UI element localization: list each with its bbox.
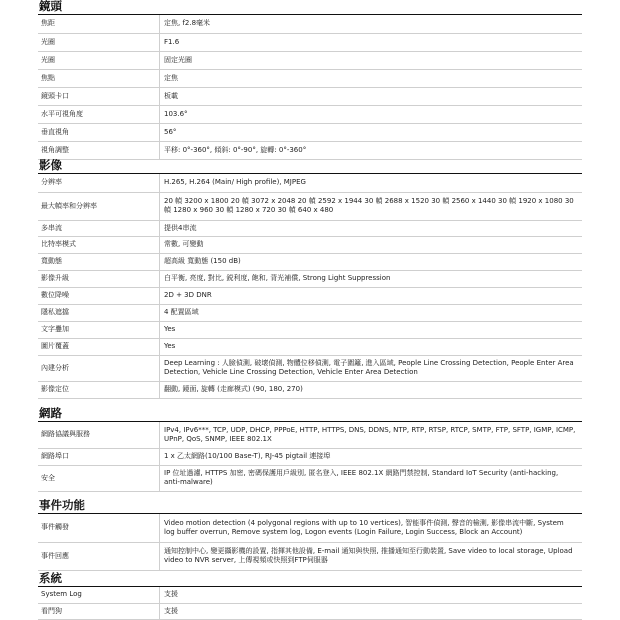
table-row [38, 141, 582, 159]
table-row [38, 321, 582, 338]
row-label: 網路埠口 [41, 452, 69, 460]
row-value: 平移: 0°-360°, 傾斜: 0°-90°, 旋轉: 0°-360° [164, 145, 307, 154]
table-row [38, 192, 582, 220]
row-value: IPv4, IPv6***, TCP, UDP, DHCP, PPPoE, HTTP, HTTPS, DNS, DDNS, NTP, RTP, RTSP, RTCP, SMTP, FTP, SFTP, IGMP, ICMP, UPnP, QoS, SNMP, IEEE 802.1X [164, 425, 576, 443]
row-value: 1 x 乙太網路(10/100 Base-T), RJ-45 pigtail 連接埠 [164, 452, 331, 460]
table-row [38, 287, 582, 304]
row-value: F1.6 [164, 37, 180, 46]
row-label: 影像升級 [41, 274, 69, 282]
row-value: Yes [164, 325, 176, 333]
row-label: 圖片覆蓋 [41, 342, 69, 350]
row-label: 焦點 [41, 73, 55, 82]
row-value: 固定光圈 [164, 55, 192, 64]
table-row [38, 603, 582, 619]
table-row [38, 381, 582, 398]
row-label: 事件回應 [41, 551, 69, 560]
row-value: Yes [164, 342, 176, 350]
row-label: 隱私遮擋 [41, 308, 69, 316]
row-label: 光圈 [41, 55, 55, 64]
section-title: 鏡頭 [38, 0, 582, 15]
table-row [38, 220, 582, 236]
row-label: 視角調整 [41, 145, 69, 154]
row-value: 常數, 可變動 [164, 240, 204, 248]
row-label: 比特率模式 [41, 240, 76, 248]
table-row [38, 253, 582, 270]
row-value: 定焦 [164, 73, 178, 82]
row-label: 鏡頭卡口 [41, 91, 69, 100]
table-row [38, 355, 582, 381]
table-row [38, 338, 582, 355]
row-value: Deep Learning : 人臉偵測, 破壞偵測, 物體位移偵測, 電子圍籬, 進入區域, People Line Crossing Detection, People Enter Area Detection, Vehicle Line Crossing Detection, Vehicle Enter Area Detection [164, 359, 574, 376]
row-value: 定焦, f2.8毫米 [164, 19, 211, 28]
row-value: 板載 [164, 91, 178, 100]
row-label: 垂直視角 [41, 127, 69, 136]
row-label: System Log [41, 590, 82, 599]
row-label: 內建分析 [41, 363, 69, 372]
spec-table [38, 15, 582, 160]
row-value: 支援 [164, 590, 178, 599]
section-image [38, 159, 582, 399]
table-row [38, 105, 582, 123]
row-value: 20 幀 3200 x 1800 20 幀 3072 x 2048 20 幀 2592 x 1944 30 幀 2688 x 1520 30 幀 2560 x 1440 30 幀 1920 x 1080 30 幀 1280 x 960 30 幀 1280 x 720 30 幀 640 x 480 [164, 197, 574, 214]
row-label: 水平可視角度 [41, 109, 83, 118]
table-row [38, 422, 582, 448]
spec-table [38, 587, 582, 620]
table-row [38, 448, 582, 465]
table-row [38, 465, 582, 491]
row-label: 光圈 [41, 37, 55, 46]
row-value: 103.6° [164, 109, 188, 118]
row-label: 文字疊加 [41, 325, 69, 333]
table-row [38, 51, 582, 69]
section-network [38, 407, 582, 492]
table-row [38, 304, 582, 321]
row-value: 通知控制中心, 變更攝影機的設置, 指揮其他設備, E-mail 通知與快照, 推播通知至行動裝置, Save video to local storage, Upload video to NVR server, 上傳視頻或快照到FTP伺服器 [164, 547, 573, 564]
row-label: 看門狗 [41, 606, 62, 615]
table-row [38, 69, 582, 87]
section-events [38, 499, 582, 571]
row-label: 數位降噪 [41, 291, 69, 299]
row-value: Video motion detection (4 polygonal regions with up to 10 vertices), 智能事件偵測, 聲音的檢測, 影像串流中斷, System log buffer overrun, Remove system log, Logon events (Login Failure, Login Success, Block an Account) [164, 518, 564, 536]
table-row [38, 514, 582, 542]
table-row [38, 123, 582, 141]
row-value: IP 位址過濾, HTTPS 加密, 密碼保護用戶級別, 匿名登入, IEEE 802.1X 網路門禁控制, Standard IoT Security (anti-hacking, anti-malware) [164, 469, 559, 486]
row-label: 分辨率 [41, 178, 62, 187]
section-title: 事件功能 [38, 499, 582, 514]
row-label: 影像定位 [41, 385, 69, 393]
row-label: 寬動態 [41, 257, 62, 265]
section-title: 網路 [38, 407, 582, 422]
section-title: 系統 [38, 572, 582, 587]
table-row [38, 270, 582, 287]
row-value: 超高級 寬動態 (150 dB) [164, 257, 241, 265]
spec-table [38, 422, 582, 492]
table-row [38, 174, 582, 192]
spec-table [38, 514, 582, 571]
section-title: 影像 [38, 159, 582, 174]
row-value: 4 配置區域 [164, 308, 199, 316]
row-label: 安全 [41, 473, 55, 482]
table-row [38, 87, 582, 105]
row-value: 56° [164, 127, 177, 136]
row-label: 網路協議與服務 [41, 430, 90, 439]
table-row [38, 33, 582, 51]
row-value: 翻動, 鏡面, 旋轉 (走廊模式) (90, 180, 270) [164, 385, 303, 393]
row-value: 白平衡, 亮度, 對比, 鋭利度, 飽和, 背光補償, Strong Light Suppression [164, 274, 391, 282]
row-label: 事件觸發 [41, 523, 69, 532]
section-system [38, 572, 582, 620]
row-label: 多串流 [41, 223, 62, 232]
table-row [38, 15, 582, 33]
table-row [38, 236, 582, 253]
table-row [38, 587, 582, 603]
row-value: 支援 [164, 606, 178, 615]
row-value: 2D + 3D DNR [164, 291, 212, 299]
section-lens [38, 0, 582, 160]
table-row [38, 542, 582, 570]
row-value: H.265, H.264 (Main/ High profile), MJPEG [164, 178, 306, 187]
spec-table [38, 174, 582, 399]
row-label: 最大幀率和分辨率 [41, 201, 97, 210]
row-value: 提供4串流 [164, 223, 197, 232]
row-label: 焦距 [41, 19, 55, 28]
